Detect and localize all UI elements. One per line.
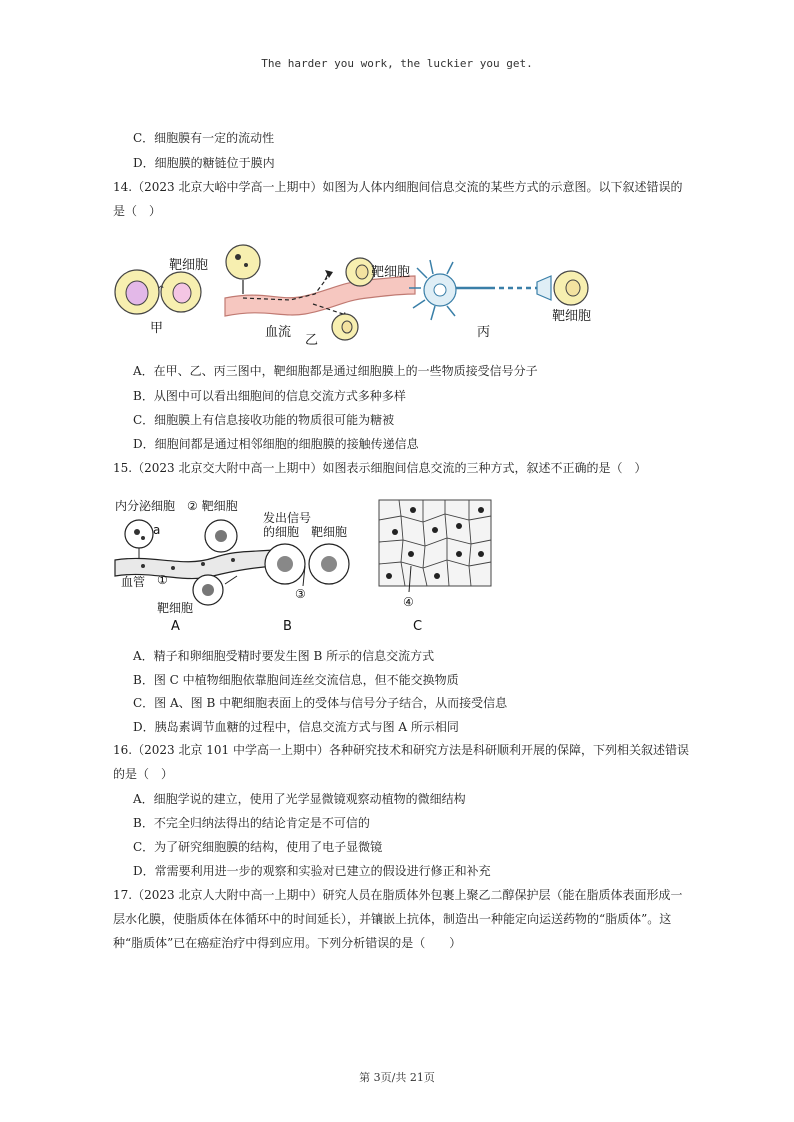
q15-label-vessel: 血管 <box>121 575 146 589</box>
q14-option-d: D．细胞间都是通过相邻细胞的细胞膜的接触传递信息 <box>133 437 419 451</box>
q16-option-d: D．常需要利用进一步的观察和实验对已建立的假设进行修正和补充 <box>133 864 491 878</box>
q14-label-target-1: 靶细胞 <box>169 258 209 273</box>
q14-label-yi: 乙 <box>305 333 319 348</box>
q17-stem: 17.（2023 北京人大附中高一上期中）研究人员在脂质体外包裹上聚乙二醇保护层（能在脂质体表面形成一层水化膜，使脂质体在体循环中的时间延长），并镶嵌上抗体，制造出一种能定向运送药物的“脂质体”。这种“脂质体”已在癌症治疗中得到应用。下列分析错误的是（ ） <box>113 888 683 950</box>
q16-stem: 16.（2023 北京 101 中学高一上期中）各种研究技术和研究方法是科研顺利开展的保障，下列相关叙述错误的是（ ） <box>113 743 689 781</box>
q15-stem: 15.（2023 北京交大附中高一上期中）如图表示细胞间信息交流的三种方式，叙述不正确的是（ ） <box>113 461 647 475</box>
q15-label-2-target: ② 靶细胞 <box>187 499 238 513</box>
q14-option-c: C．细胞膜上有信息接收功能的物质很可能为糖被 <box>133 413 395 427</box>
q15-label-C: C <box>413 619 423 634</box>
q14-option-b: B．从图中可以看出细胞间的信息交流方式多种多样 <box>133 389 406 403</box>
q15-label-signal-cell-1: 发出信号 <box>263 511 312 525</box>
q16-option-c: C．为了研究细胞膜的结构，使用了电子显微镜 <box>133 840 383 854</box>
q14-label-blood: 血流 <box>265 325 292 340</box>
q15-label-4: ④ <box>403 595 414 609</box>
q14-yi-diagram <box>225 245 415 348</box>
q14-label-target-2: 靶细胞 <box>371 265 411 280</box>
q15-option-b: B．图 C 中植物细胞依靠胞间连丝交流信息，但不能交换物质 <box>133 673 459 687</box>
q14-label-target-3: 靶细胞 <box>552 309 592 324</box>
q15-label-endocrine: 内分泌细胞 <box>115 499 176 513</box>
q14-label-bing: 丙 <box>477 325 491 340</box>
q15-label-target-a: 靶细胞 <box>157 601 194 615</box>
q14-option-a: A．在甲、乙、丙三图中，靶细胞都是通过细胞膜上的一些物质接受信号分子 <box>133 364 538 378</box>
page-number: 第 3页/共 21页 <box>359 1071 435 1084</box>
q15-label-signal-cell-2: 的细胞 <box>263 525 300 539</box>
q15-option-a: A．精子和卵细胞受精时要发生图 B 所示的信息交流方式 <box>133 649 435 663</box>
q14-stem: 14.（2023 北京大峪中学高一上期中）如图为人体内细胞间信息交流的某些方式的示意图。以下叙述错误的是（ ） <box>113 180 683 218</box>
q15-label-a: a <box>153 523 161 537</box>
q15-figure <box>113 496 493 634</box>
q14-bing-diagram <box>409 260 591 340</box>
q15-label-3: ③ <box>295 587 306 601</box>
q15-diagram-c <box>379 500 491 634</box>
q14-figure <box>115 232 605 348</box>
q15-option-d: D．胰岛素调节血糖的过程中，信息交流方式与图 A 所示相同 <box>133 720 459 734</box>
q13-option-d: D．细胞膜的糖链位于膜内 <box>133 156 275 170</box>
q14-label-jia: 甲 <box>150 321 164 336</box>
q15-diagram-a <box>115 498 273 634</box>
q15-label-1: ① <box>157 573 168 587</box>
q13-option-c: C．细胞膜有一定的流动性 <box>133 131 275 145</box>
q15-diagram-b <box>263 510 349 634</box>
q15-label-target-b: 靶细胞 <box>311 525 348 539</box>
q15-option-c: C．图 A、图 B 中靶细胞表面上的受体与信号分子结合，从而接受信息 <box>133 696 508 710</box>
q16-option-b: B．不完全归纳法得出的结论肯定是不可信的 <box>133 816 370 830</box>
q15-label-A: A <box>171 619 180 634</box>
q15-label-B: B <box>283 619 292 634</box>
q14-jia-diagram <box>115 257 208 336</box>
header-motto: The harder you work, the luckier you get. <box>261 57 533 70</box>
q16-option-a: A．细胞学说的建立，使用了光学显微镜观察动植物的微细结构 <box>133 792 466 806</box>
